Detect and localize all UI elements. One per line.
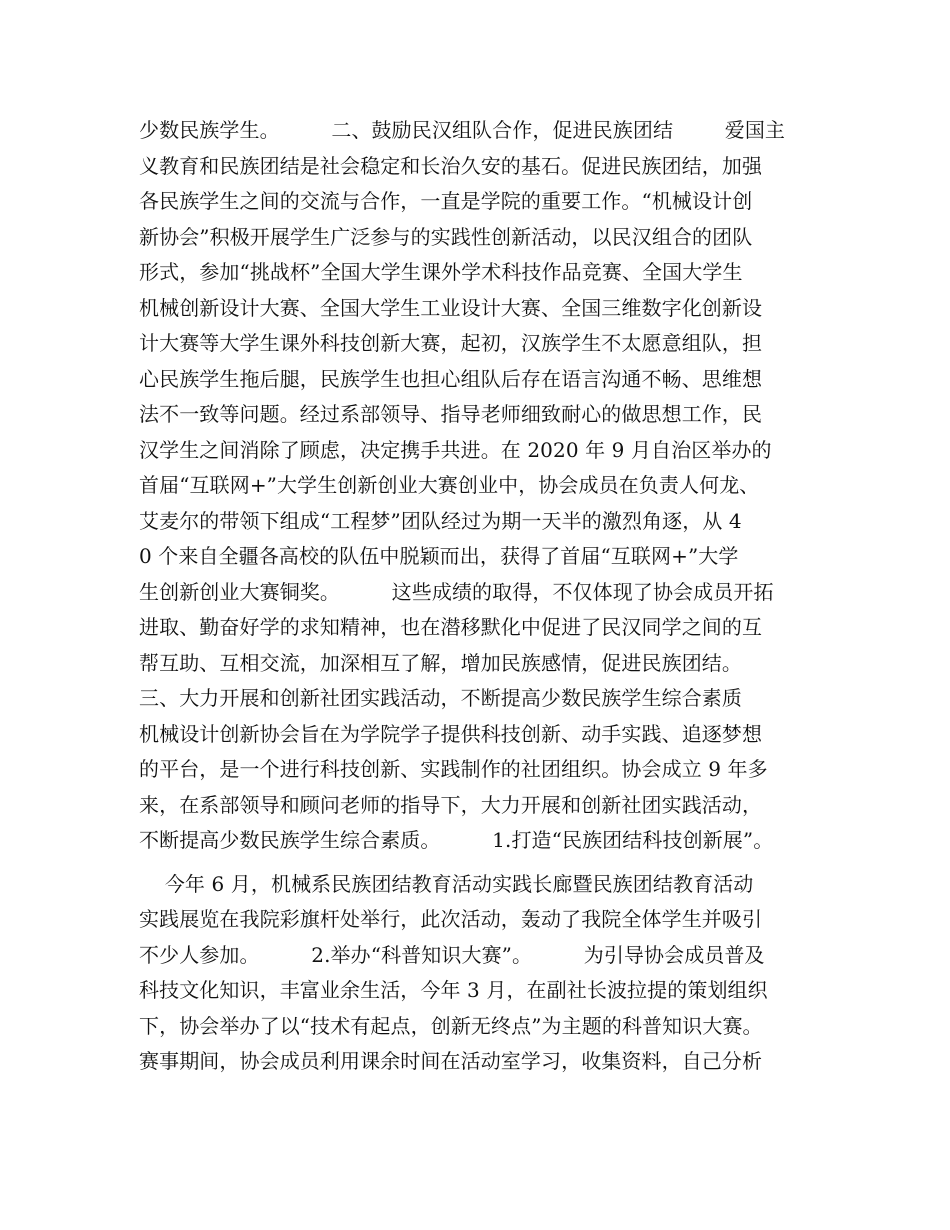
text-line: 义教育和民族团结是社会稳定和长治久安的基石。促进民族团结，加强 — [139, 153, 763, 178]
text-line: 形式，参加“挑战杯”全国大学生课外学术科技作品竞赛、全国大学生 — [139, 260, 743, 284]
text-line: 的平台，是一个进行科技创新、实践制作的社团组织。协会成立 9 年多 — [139, 757, 768, 781]
text-line: 少数民族学生。 二、鼓励民汉组队合作，促进民族团结 爱国主 — [139, 118, 786, 142]
text-line: 帮互助、互相交流，加深相互了解，增加民族感情，促进民族团结。 — [139, 650, 742, 675]
text-line: 计大赛等大学生课外科技创新大赛，起初，汉族学生不太愿意组队，担 — [139, 331, 763, 355]
text-line: 机械设计创新协会旨在为学院学子提供科技创新、动手实践、追逐梦想 — [139, 721, 763, 746]
text-line: 机械创新设计大赛、全国大学生工业设计大赛、全国三维数字化创新设 — [139, 295, 763, 320]
text-line: 心民族学生拖后腿，民族学生也担心组队后存在语言沟通不畅、思维想 — [139, 366, 763, 391]
text-line: 赛事期间，协会成员利用课余时间在活动室学习，收集资料，自己分析 — [139, 1049, 763, 1073]
text-line: 0 个来自全疆各高校的队伍中脱颖而出，获得了首届“互联网+”大学 — [139, 544, 739, 568]
text-line: 科技文化知识，丰富业余生活，今年 3 月，在副社长波拉提的策划组织 — [139, 978, 768, 1002]
text-line: 汉学生之间消除了顾虑，决定携手共进。在 2020 年 9 月自治区举办的 — [139, 437, 772, 462]
text-line: 首届“互联网+”大学生创新创业大赛创业中，协会成员在负责人何龙、 — [139, 473, 760, 497]
paragraph-start-line: 今年 6 月，机械系民族团结教育活动实践长廊暨民族团结教育活动 — [139, 871, 754, 896]
text-line: 新协会”积极开展学生广泛参与的实践性创新活动，以民汉组合的团队 — [139, 224, 753, 249]
text-line: 来，在系部领导和顾问老师的指导下，大力开展和创新社团实践活动， — [139, 792, 763, 817]
text-line: 艾麦尔的带领下组成“工程梦”团队经过为期一天半的激烈角逐，从 4 — [139, 508, 742, 533]
text-line: 不断提高少数民族学生综合素质。 1.打造“民族团结科技创新展”。 — [139, 828, 774, 852]
text-line: 法不一致等问题。经过系部领导、指导老师细致耐心的做思想工作，民 — [139, 402, 763, 426]
text-line: 进取、勤奋好学的求知精神，也在潜移默化中促进了民汉同学之间的互 — [139, 615, 763, 639]
section-heading-line: 三、大力开展和创新社团实践活动，不断提高少数民族学生综合素质 — [139, 686, 742, 710]
text-line: 下，协会举办了以“技术有起点，创新无终点”为主题的科普知识大赛。 — [139, 1013, 763, 1038]
text-line: 不少人参加。 2.举办“科普知识大赛”。 为引导协会成员普及 — [139, 942, 765, 967]
text-line: 实践展览在我院彩旗杆处举行，此次活动，轰动了我院全体学生并吸引 — [139, 907, 763, 931]
text-line: 生创新创业大赛铜奖。 这些成绩的取得，不仅体现了协会成员开拓 — [139, 579, 774, 604]
text-line: 各民族学生之间的交流与合作，一直是学院的重要工作。“机械设计创 — [139, 189, 753, 213]
body-text — [139, 113, 839, 1080]
